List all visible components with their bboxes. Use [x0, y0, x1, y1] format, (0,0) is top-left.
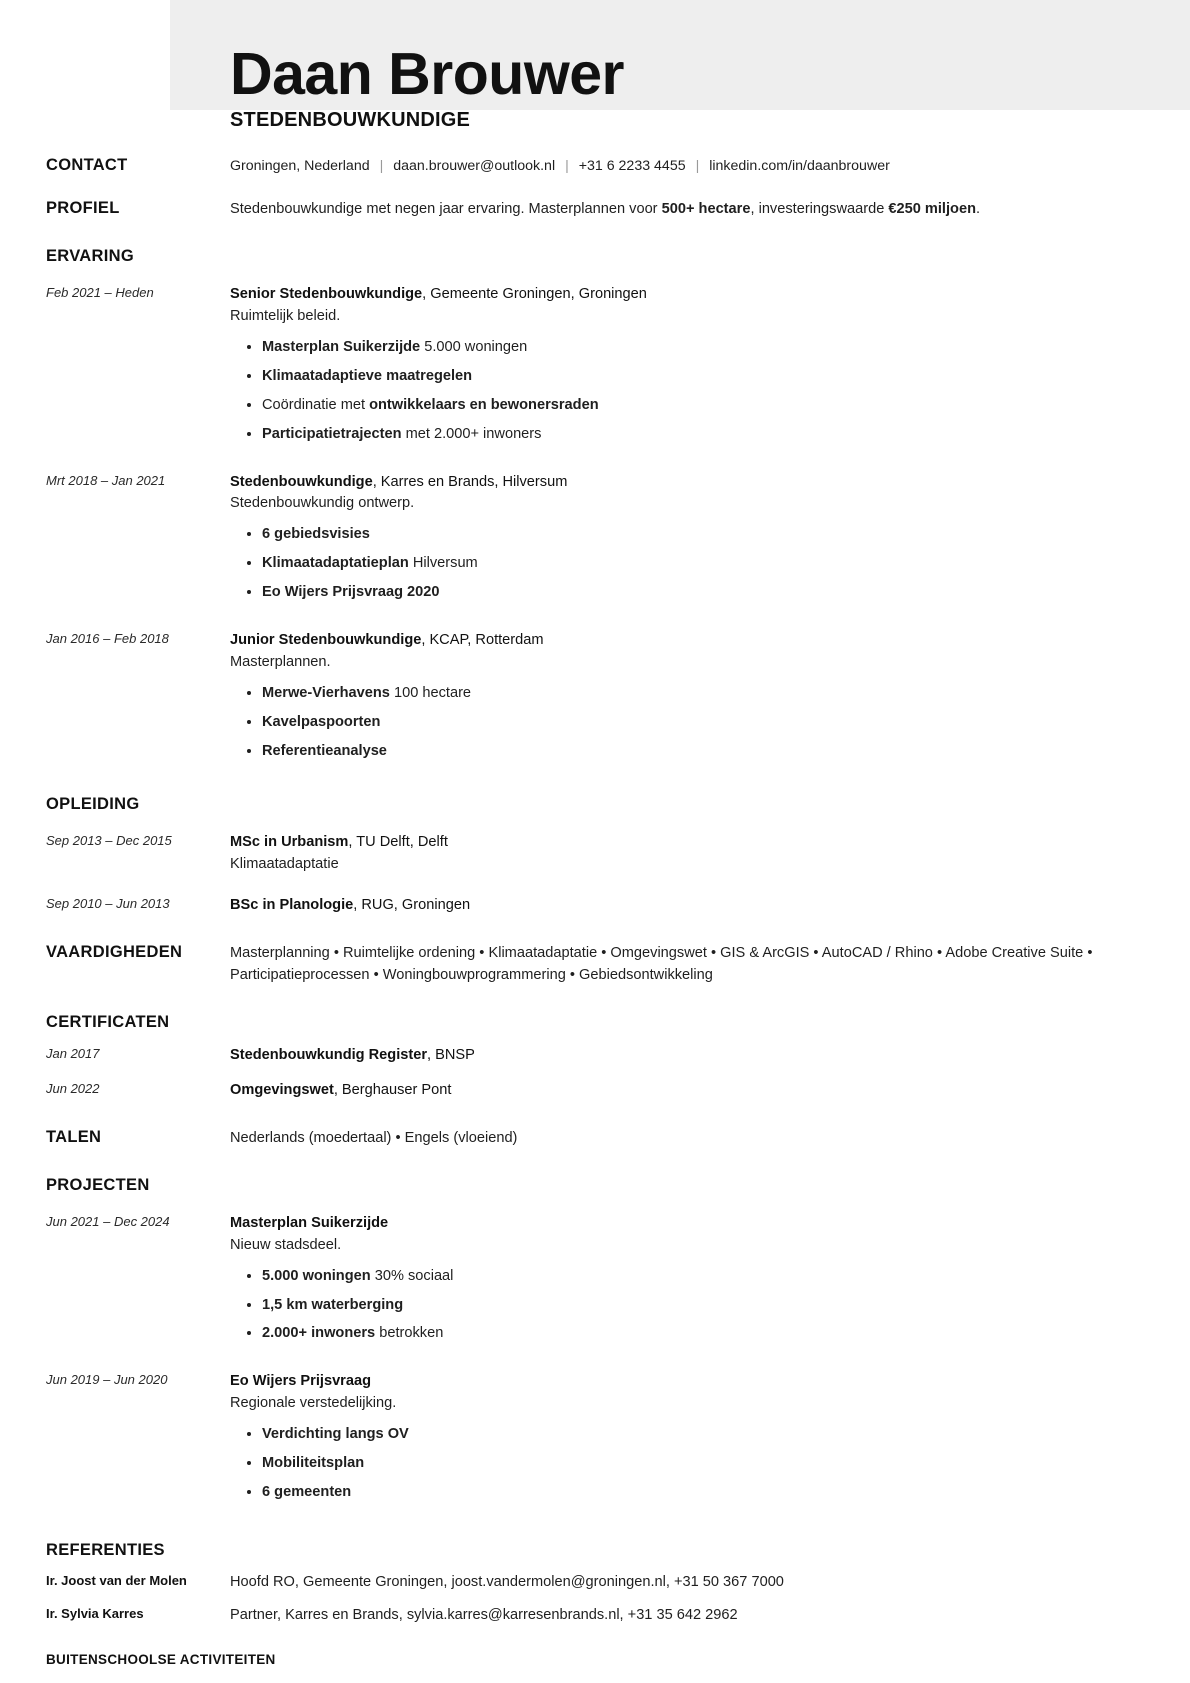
- emphasis-text: Junior Stedenbouwkundige: [230, 631, 422, 648]
- entry-date: Sep 2013 – Dec 2015: [46, 833, 172, 849]
- section-heading-referenties: REFERENTIES: [46, 1540, 165, 1559]
- entry-title: [230, 832, 1144, 854]
- entry-summary: Stedenbouwkundig ontwerp.: [230, 495, 415, 512]
- entry-title: [230, 1371, 1144, 1393]
- bullet-list: [230, 337, 1144, 446]
- plain-text: Coördinatie met: [262, 396, 370, 413]
- projecten-heading-col: [46, 1176, 230, 1196]
- project-entry: [46, 1371, 1144, 1510]
- vaardigheden-body: [230, 943, 1144, 987]
- list-separator: •: [932, 944, 946, 961]
- entry-title: [230, 1213, 1144, 1235]
- bullet-list: [230, 1266, 1144, 1346]
- education-entry: [46, 895, 1144, 917]
- entry-body-col: [230, 832, 1144, 876]
- section-heading-contact: CONTACT: [46, 156, 128, 175]
- contact-phone[interactable]: +31 6 2233 4455: [578, 158, 686, 175]
- entry-date: Jun 2021 – Dec 2024: [46, 1213, 170, 1229]
- plain-text: , KCAP, Rotterdam: [421, 631, 544, 648]
- list-item: [262, 1482, 1144, 1504]
- contact-separator: |: [565, 158, 569, 175]
- referenties-section-heading-row: [46, 1541, 1144, 1561]
- experience-entry: [46, 630, 1144, 769]
- experience-entry: [46, 284, 1144, 452]
- plain-text: Hilversum: [408, 555, 478, 572]
- ervaring-heading-col: [46, 247, 230, 267]
- list-separator: •: [597, 944, 611, 961]
- certificaten-section-heading-row: [46, 1013, 1144, 1033]
- emphasis-text: Klimaatadaptieve maatregelen: [262, 367, 473, 384]
- contact-separator: |: [379, 158, 384, 175]
- emphasis-text: 1,5 km waterberging: [262, 1296, 404, 1313]
- emphasis-text: Stedenbouwkundig Register: [230, 1047, 428, 1064]
- emphasis-text: ontwikkelaars en bewonersraden: [369, 396, 599, 413]
- ervaring-entries: [46, 284, 1144, 769]
- reference-entry: [46, 1605, 1144, 1627]
- profiel-heading-col: [46, 199, 230, 219]
- education-entry: [46, 832, 1144, 876]
- list-item: [262, 337, 1144, 359]
- entry-date-col: [46, 832, 230, 850]
- list-item: [262, 683, 1144, 705]
- plain-text: , RUG, Groningen: [353, 896, 471, 913]
- emphasis-text: Referentieanalyse: [262, 742, 387, 759]
- list-item: Participatieprocessen: [230, 966, 370, 983]
- section-heading-talen: TALEN: [46, 1128, 102, 1147]
- contact-heading-col: [46, 156, 230, 176]
- list-item: Nederlands (moedertaal): [230, 1130, 392, 1147]
- buitenschools-section: [46, 1652, 1144, 1668]
- plain-text: , TU Delft, Delft: [348, 834, 448, 851]
- entry-date: Jun 2022: [46, 1081, 100, 1097]
- name-block: [230, 0, 1144, 132]
- emphasis-text: Participatietrajecten: [262, 425, 402, 442]
- opleiding-heading-col: [46, 795, 230, 815]
- bullet-list: [230, 524, 1144, 604]
- list-item: Masterplanning: [230, 944, 330, 961]
- talen-heading-col: [46, 1128, 230, 1148]
- plain-text: , Gemeente Groningen, Groningen: [422, 286, 647, 303]
- vaardigheden-heading-col: [46, 943, 230, 963]
- entry-date-col: [46, 1080, 230, 1098]
- entry-summary: Regionale verstedelijking.: [230, 1395, 397, 1412]
- talen-section: [46, 1128, 1144, 1150]
- list-separator: •: [475, 944, 489, 961]
- contact-section: [46, 156, 1144, 177]
- talen-list: [230, 1128, 1144, 1150]
- entry-body-col: [230, 1605, 1144, 1627]
- list-item: [262, 424, 1144, 446]
- reference-name: Ir. Joost van der Molen: [46, 1572, 187, 1588]
- entry-date-col: [46, 1572, 230, 1590]
- entry-body-col: [230, 1213, 1144, 1352]
- section-heading-buitenschoolse-activiteiten: BUITENSCHOOLSE ACTIVITEITEN: [46, 1652, 276, 1668]
- entry-date-col: [46, 1371, 230, 1389]
- referenties-entries: [46, 1572, 1144, 1627]
- list-item: AutoCAD / Rhino: [821, 944, 933, 961]
- entry-title: [230, 1045, 1144, 1067]
- emphasis-text: Masterplan Suikerzijde: [230, 1214, 389, 1231]
- entry-summary: Klimaatadaptatie: [230, 856, 339, 873]
- entry-title: [230, 284, 1144, 306]
- contact-line: [230, 156, 1144, 177]
- list-separator: •: [329, 944, 344, 961]
- plain-text: , BNSP: [427, 1047, 475, 1064]
- entry-body-col: [230, 1371, 1144, 1510]
- certificaten-entries: [46, 1045, 1144, 1102]
- contact-linkedin[interactable]: linkedin.com/in/daanbrouwer: [709, 158, 890, 175]
- list-item: [262, 1295, 1144, 1317]
- entry-date: Jan 2016 – Feb 2018: [46, 630, 169, 646]
- entry-date-col: [46, 1605, 230, 1623]
- plain-text: 30% sociaal: [370, 1267, 454, 1284]
- entry-date-col: [46, 630, 230, 648]
- entry-summary: Masterplannen.: [230, 653, 331, 670]
- emphasis-text: 500+ hectare: [661, 201, 751, 218]
- list-item: Engels (vloeiend): [404, 1130, 518, 1147]
- entry-date: Sep 2010 – Jun 2013: [46, 895, 170, 911]
- section-heading-certificaten: CERTIFICATEN: [46, 1012, 170, 1031]
- projecten-section-heading-row: [46, 1176, 1144, 1196]
- list-item: Omgevingswet: [610, 944, 707, 961]
- reference-detail: Partner, Karres en Brands, sylvia.karres@karresenbrands.nl, +31 35 642 2962: [230, 1606, 738, 1623]
- emphasis-text: Eo Wijers Prijsvraag: [230, 1373, 372, 1390]
- emphasis-text: Stedenbouwkundige: [230, 473, 373, 490]
- opleiding-section-heading-row: [46, 795, 1144, 815]
- list-item: [262, 1424, 1144, 1446]
- plain-text: 100 hectare: [389, 684, 472, 701]
- emphasis-text: Verdichting langs OV: [262, 1426, 409, 1443]
- list-item: [262, 553, 1144, 575]
- entry-title: [230, 895, 1144, 917]
- profiel-body: [230, 199, 1144, 221]
- reference-detail: Hoofd RO, Gemeente Groningen, joost.vandermolen@groningen.nl, +31 50 367 7000: [230, 1573, 784, 1590]
- entry-summary: Nieuw stadsdeel.: [230, 1236, 342, 1253]
- certificate-entry: [46, 1080, 1144, 1102]
- emphasis-text: Klimaatadaptatieplan: [262, 555, 409, 572]
- referenties-heading-col: [46, 1541, 230, 1561]
- certificate-entry: [46, 1045, 1144, 1067]
- emphasis-text: Kavelpaspoorten: [262, 713, 381, 730]
- emphasis-text: €250 miljoen: [888, 201, 976, 218]
- reference-entry: [46, 1572, 1144, 1594]
- projecten-entries: [46, 1213, 1144, 1511]
- list-separator: •: [565, 966, 580, 983]
- list-item: [262, 524, 1144, 546]
- entry-date-col: [46, 1213, 230, 1231]
- emphasis-text: Masterplan Suikerzijde: [262, 338, 421, 355]
- contact-details: [230, 156, 1144, 177]
- ervaring-section-heading-row: [46, 247, 1144, 267]
- list-item: [262, 582, 1144, 604]
- entry-body-col: [230, 1080, 1144, 1102]
- section-heading-projecten: PROJECTEN: [46, 1176, 150, 1195]
- emphasis-text: 6 gebiedsvisies: [262, 526, 370, 543]
- list-item: Ruimtelijke ordening: [343, 944, 476, 961]
- plain-text: , Karres en Brands, Hilversum: [372, 473, 568, 490]
- list-item: [262, 1323, 1144, 1345]
- plain-text: .: [975, 201, 981, 218]
- contact-separator: |: [695, 158, 700, 175]
- list-item: Gebiedsontwikkeling: [579, 966, 713, 983]
- experience-entry: [46, 472, 1144, 611]
- section-heading-profiel: PROFIEL: [46, 199, 120, 218]
- list-item: Klimaatadaptatie: [488, 944, 598, 961]
- entry-title: [230, 472, 1144, 494]
- emphasis-text: MSc in Urbanism: [230, 834, 349, 851]
- list-item: [262, 395, 1144, 417]
- emphasis-text: BSc in Planologie: [230, 896, 354, 913]
- plain-text: Stedenbouwkundige met negen jaar ervaring. Masterplannen voor: [230, 201, 662, 218]
- list-item: GIS & ArcGIS: [720, 944, 810, 961]
- plain-text: 5.000 woningen: [420, 338, 528, 355]
- list-item: Woningbouwprogrammering: [382, 966, 566, 983]
- list-item: [262, 1266, 1144, 1288]
- bullet-list: [230, 1424, 1144, 1504]
- entry-date: Jun 2019 – Jun 2020: [46, 1372, 168, 1388]
- section-heading-opleiding: OPLEIDING: [46, 795, 140, 814]
- plain-text: , Berghauser Pont: [333, 1082, 452, 1099]
- entry-date-col: [46, 895, 230, 913]
- certificaten-heading-col: [46, 1013, 230, 1033]
- profiel-text: [230, 199, 1144, 221]
- contact-location: Groningen, Nederland: [230, 158, 370, 175]
- list-item: [262, 1453, 1144, 1475]
- plain-text: met 2.000+ inwoners: [401, 425, 542, 442]
- plain-text: , investeringswaarde: [750, 201, 889, 218]
- vaardigheden-list: [230, 943, 1144, 987]
- emphasis-text: Omgevingswet: [230, 1082, 334, 1099]
- project-entry: [46, 1213, 1144, 1352]
- job-title: STEDENBOUWKUNDIGE: [230, 109, 471, 132]
- list-separator: •: [369, 966, 383, 983]
- entry-date-col: [46, 1045, 230, 1063]
- profiel-section: [46, 199, 1144, 221]
- emphasis-text: Eo Wijers Prijsvraag 2020: [262, 584, 440, 601]
- list-separator: •: [706, 944, 721, 961]
- page-title: Daan Brouwer: [230, 41, 624, 107]
- entry-date-col: [46, 284, 230, 302]
- entry-date-col: [46, 472, 230, 490]
- entry-title: [230, 1080, 1144, 1102]
- bullet-list: [230, 683, 1144, 763]
- emphasis-text: 6 gemeenten: [262, 1483, 352, 1500]
- list-separator: •: [1083, 944, 1093, 961]
- list-item: [262, 366, 1144, 388]
- entry-body-col: [230, 1045, 1144, 1067]
- entry-body-col: [230, 630, 1144, 769]
- entry-summary: Ruimtelijk beleid.: [230, 308, 341, 325]
- entry-title: [230, 630, 1144, 652]
- list-separator: •: [391, 1130, 405, 1147]
- list-separator: •: [809, 944, 822, 961]
- reference-name: Ir. Sylvia Karres: [46, 1605, 144, 1621]
- entry-body-col: [230, 472, 1144, 611]
- emphasis-text: 5.000 woningen: [262, 1267, 371, 1284]
- entry-body-col: [230, 1572, 1144, 1594]
- emphasis-text: Senior Stedenbouwkundige: [230, 286, 423, 303]
- entry-date: Mrt 2018 – Jan 2021: [46, 472, 166, 488]
- list-item: Adobe Creative Suite: [945, 944, 1084, 961]
- opleiding-entries: [46, 832, 1144, 917]
- section-heading-vaardigheden: VAARDIGHEDEN: [46, 942, 183, 961]
- emphasis-text: Mobiliteitsplan: [262, 1455, 365, 1472]
- emphasis-text: 2.000+ inwoners: [262, 1325, 376, 1342]
- section-heading-ervaring: ERVARING: [46, 247, 134, 266]
- list-item: [262, 712, 1144, 734]
- talen-body: [230, 1128, 1144, 1150]
- entry-date: Jan 2017: [46, 1046, 100, 1062]
- entry-body-col: [230, 895, 1144, 917]
- buitenschools-heading-col: [46, 1652, 288, 1668]
- emphasis-text: Merwe-Vierhavens: [262, 684, 390, 701]
- entry-date: Feb 2021 – Heden: [46, 285, 154, 301]
- plain-text: betrokken: [375, 1325, 444, 1342]
- contact-email[interactable]: daan.brouwer@outlook.nl: [393, 158, 556, 175]
- list-item: [262, 741, 1144, 763]
- entry-body-col: [230, 284, 1144, 452]
- vaardigheden-section: [46, 943, 1144, 987]
